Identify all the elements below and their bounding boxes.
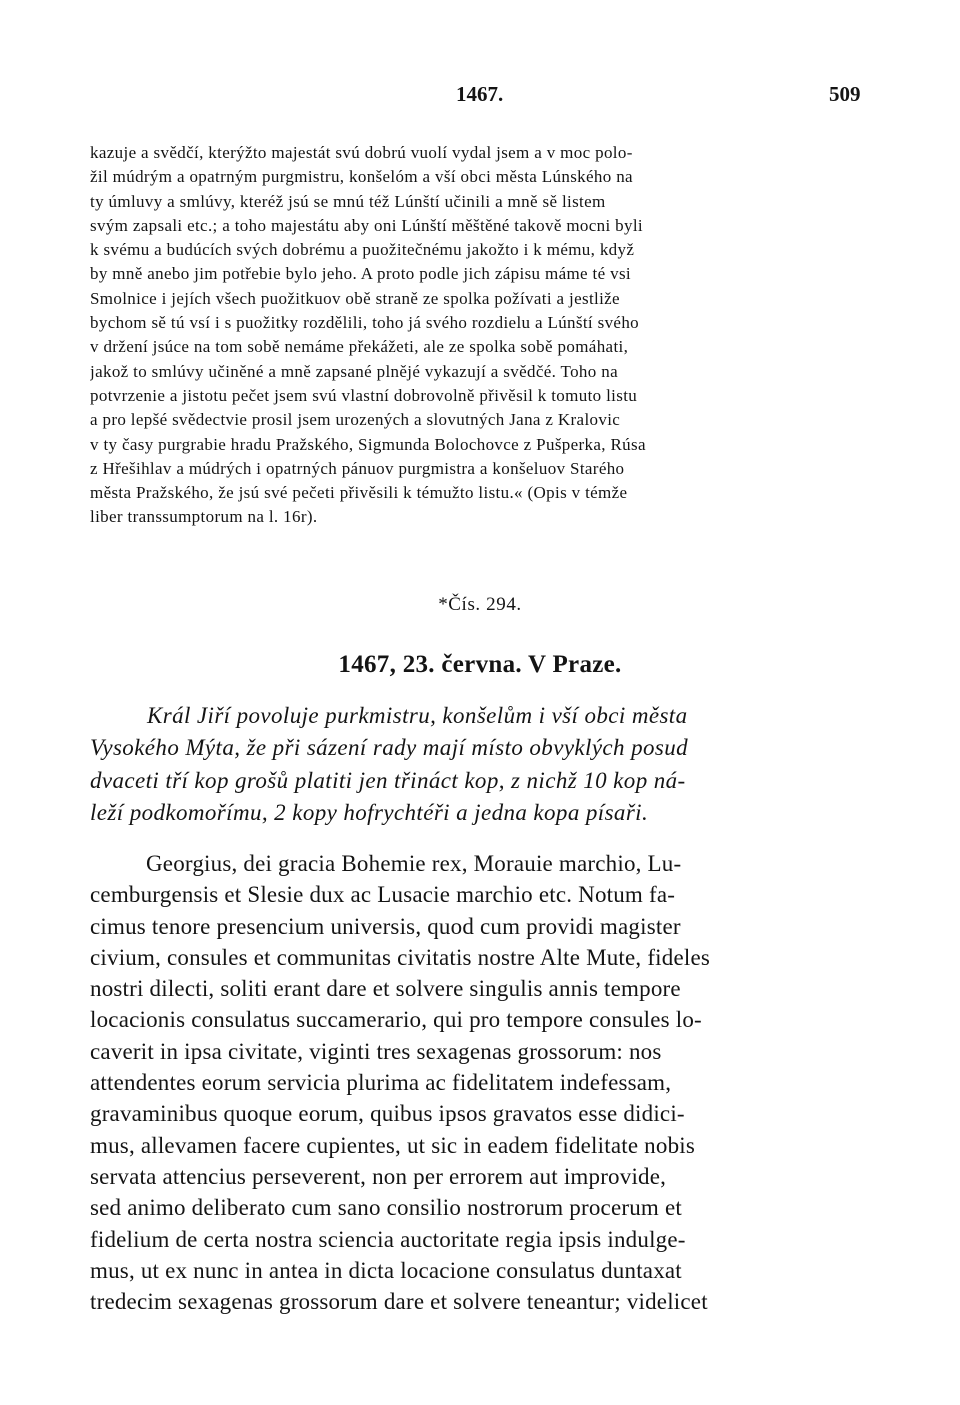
- text-line: potvrzenie a jistotu pečet jsem svú vlastní dobrovolně přivěsil k tomuto listu: [90, 385, 638, 405]
- latin-line: locacionis consulatus succamerario, qui pro tempore consules lo-: [90, 1007, 702, 1033]
- latin-line: nostri dilecti, soliti erant dare et solvere singulis annis tempore: [90, 976, 681, 1002]
- regest-line: leží podkomořímu, 2 kopy hofrychtéři a jedna kopa písaři.: [90, 799, 649, 825]
- latin-line: gravaminibus quoque eorum, quibus ipsos gravatos esse didici-: [90, 1101, 685, 1127]
- text-line: v držení jsúce na tom sobě nemáme překážeti, ale ze spolka sobě pomáhati,: [90, 337, 629, 357]
- text-line: by mně anebo jim potřebie bylo jeho. A proto podle jich zápisu máme té vsi: [90, 264, 631, 284]
- text-line: a pro lepšé svědectvie prosil jsem urozených a slovutných Jana z Kralovic: [90, 410, 621, 430]
- regest-line: dvaceti tří kop grošů platiti jen třináct kop, z nichž 10 kop ná-: [90, 767, 686, 793]
- text-line: žil múdrým a opatrným purgmistru, konšelóm a vší obci města Lúnského na: [90, 167, 633, 187]
- text-line: z Hřešihlav a múdrých i opatrných pánuov purgmistra a konšeluov Starého: [90, 458, 625, 478]
- running-header-year: 1467.: [456, 82, 504, 106]
- latin-line: mus, ut ex nunc in antea in dicta locacione consulatus duntaxat: [90, 1257, 682, 1283]
- text-line: v ty časy purgrabie hradu Pražského, Sigmunda Bolochovce z Pušperka, Rúsa: [90, 434, 646, 454]
- text-line: svým zapsali etc.; a toho majestátu aby oni Lúnští měštěné takově mocni byli: [90, 215, 644, 235]
- date-heading: 1467, 23. června. V Praze.: [338, 651, 622, 678]
- latin-line: tredecim sexagenas grossorum dare et solvere teneantur; videlicet: [90, 1289, 708, 1315]
- latin-line: mus, allevamen facere cupientes, ut sic in eadem fidelitate nobis: [90, 1132, 696, 1158]
- text-line: města Pražského, že jsú své pečeti přivěsili k témužto listu.« (Opis v témže: [90, 483, 628, 503]
- text-line: bychom sě tú vsí i s puožitky rozdělili, toho já svého rozdielu a Lúnští svého: [90, 313, 640, 333]
- latin-line: caverit in ipsa civitate, viginti tres sexagenas grossorum: nos: [90, 1038, 662, 1064]
- latin-line: sed animo deliberato cum sano consilio nostrorum procerum et: [90, 1195, 682, 1221]
- latin-line: fidelium de certa nostra sciencia auctoritate regia ipsis indulge-: [90, 1226, 686, 1252]
- continuation-paragraph: [90, 141, 868, 530]
- regest-line: Vysokého Mýta, že při sázení rady mají místo obvyklých posud: [90, 735, 689, 761]
- regest-summary: [90, 700, 868, 829]
- page-number: 509: [829, 82, 861, 106]
- latin-line: civium, consules et communitas civitatis nostre Alte Mute, fideles: [90, 944, 711, 970]
- text-line: ty úmluvy a smlúvy, kteréž jsú se mnú též Lúnští učinili a mně sě listem: [90, 191, 606, 211]
- latin-line: cemburgensis et Slesie dux ac Lusacie marchio etc. Notum fa-: [90, 882, 676, 908]
- latin-line: servata attencius perseverent, non per errorem aut improvide,: [90, 1163, 667, 1189]
- regest-line: Král Jiří povoluje purkmistru, konšelům i vší obci města: [147, 703, 688, 728]
- text-line: liber transsumptorum na l. 16r).: [90, 507, 318, 527]
- latin-line: attendentes eorum servicia plurima ac fidelitatem indefessam,: [90, 1070, 672, 1096]
- text-line: jakož to smlúvy učiněné a mně zapsané plnějé vykazují a svědčé. Toho na: [90, 361, 618, 381]
- text-line: k svému a budúcích svých dobrému a puožitečnému jakožto i k mému, když: [90, 240, 635, 260]
- text-line: Smolnice i jejích všech puožitkuov obě straně ze spolka požívati a jestliže: [90, 288, 620, 308]
- text-line: kazuje a svědčí, kterýžto majestát svú dobrú vuolí vydal jsem a v moc polo-: [90, 143, 633, 162]
- latin-charter-text: [90, 848, 868, 1317]
- latin-line: cimus tenore presencium universis, quod cum providi magister: [90, 913, 681, 939]
- latin-line: Georgius, dei gracia Bohemie rex, Morauie marchio, Lu-: [146, 851, 682, 876]
- document-number: *Čís. 294.: [438, 594, 522, 615]
